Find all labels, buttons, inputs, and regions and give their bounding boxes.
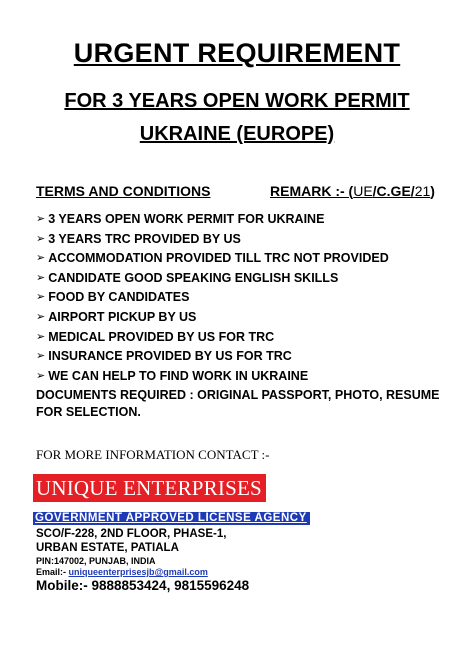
condition-text: CANDIDATE GOOD SPEAKING ENGLISH SKILLS xyxy=(48,270,339,285)
email-line xyxy=(36,567,208,577)
arrowhead-bullet-icon: ➢ xyxy=(36,330,46,343)
arrowhead-bullet-icon: ➢ xyxy=(36,291,46,304)
condition-text: AIRPORT PICKUP BY US xyxy=(48,309,197,324)
condition-text: FOOD BY CANDIDATES xyxy=(48,290,190,305)
address-line-2: URBAN ESTATE, PATIALA xyxy=(36,542,179,554)
list-item xyxy=(36,249,389,269)
condition-text: INSURANCE PROVIDED BY US FOR TRC xyxy=(48,349,292,364)
condition-text: MEDICAL PROVIDED BY US FOR TRC xyxy=(48,329,275,344)
arrowhead-bullet-icon: ➢ xyxy=(36,232,46,245)
documents-required: DOCUMENTS REQUIRED : ORIGINAL PASSPORT, PHOTO, RESUME FOR SELECTION. xyxy=(36,388,440,419)
list-item xyxy=(36,328,389,348)
company-name: UNIQUE ENTERPRISES xyxy=(33,474,266,502)
terms-heading: TERMS AND CONDITIONS xyxy=(36,183,211,199)
arrowhead-bullet-icon: ➢ xyxy=(36,369,46,382)
arrowhead-bullet-icon: ➢ xyxy=(36,350,46,363)
list-item xyxy=(36,269,389,289)
list-item xyxy=(36,210,389,230)
arrowhead-bullet-icon: ➢ xyxy=(36,213,46,225)
remark-code-b: /C.GE/ xyxy=(372,183,415,199)
conditions-list xyxy=(36,210,389,386)
arrowhead-bullet-icon: ➢ xyxy=(36,310,46,323)
remark-code-c: 21 xyxy=(414,183,431,199)
list-item xyxy=(36,308,389,328)
condition-text: ACCOMMODATION PROVIDED TILL TRC NOT PROVIDED xyxy=(48,251,389,266)
remark-label: REMARK :- ( xyxy=(270,183,354,199)
email-link[interactable]: uniqueenterprisesjb@gmail.com xyxy=(68,567,208,577)
agency-badge: GOVERNMENT APPROVED LICENSE AGENCY xyxy=(33,512,310,525)
remark-close: ) xyxy=(430,183,435,199)
condition-text: 3 YEARS OPEN WORK PERMIT FOR UKRAINE xyxy=(48,212,325,226)
subtitle-line-2: UKRAINE (EUROPE) xyxy=(139,123,335,145)
list-item xyxy=(36,367,389,387)
page-title: URGENT REQUIREMENT xyxy=(73,38,401,68)
contact-intro: FOR MORE INFORMATION CONTACT :- xyxy=(36,447,270,462)
list-item xyxy=(36,230,389,250)
list-item xyxy=(36,288,389,308)
condition-text: WE CAN HELP TO FIND WORK IN UKRAINE xyxy=(48,368,309,383)
arrowhead-bullet-icon: ➢ xyxy=(36,252,46,265)
remark-code-a: UE xyxy=(353,183,373,199)
email-label: Email:- xyxy=(36,567,69,577)
mobile-numbers: Mobile:- 9888853424, 9815596248 xyxy=(36,578,250,593)
pin-code: PIN:147002, PUNJAB, INDIA xyxy=(36,556,156,566)
arrowhead-bullet-icon: ➢ xyxy=(36,271,46,284)
address-line-1: SCO/F-228, 2ND FLOOR, PHASE-1, xyxy=(36,528,227,540)
list-item xyxy=(36,347,389,367)
remark xyxy=(270,183,435,199)
condition-text: 3 YEARS TRC PROVIDED BY US xyxy=(48,231,241,246)
subtitle-line-1: FOR 3 YEARS OPEN WORK PERMIT xyxy=(64,90,410,112)
